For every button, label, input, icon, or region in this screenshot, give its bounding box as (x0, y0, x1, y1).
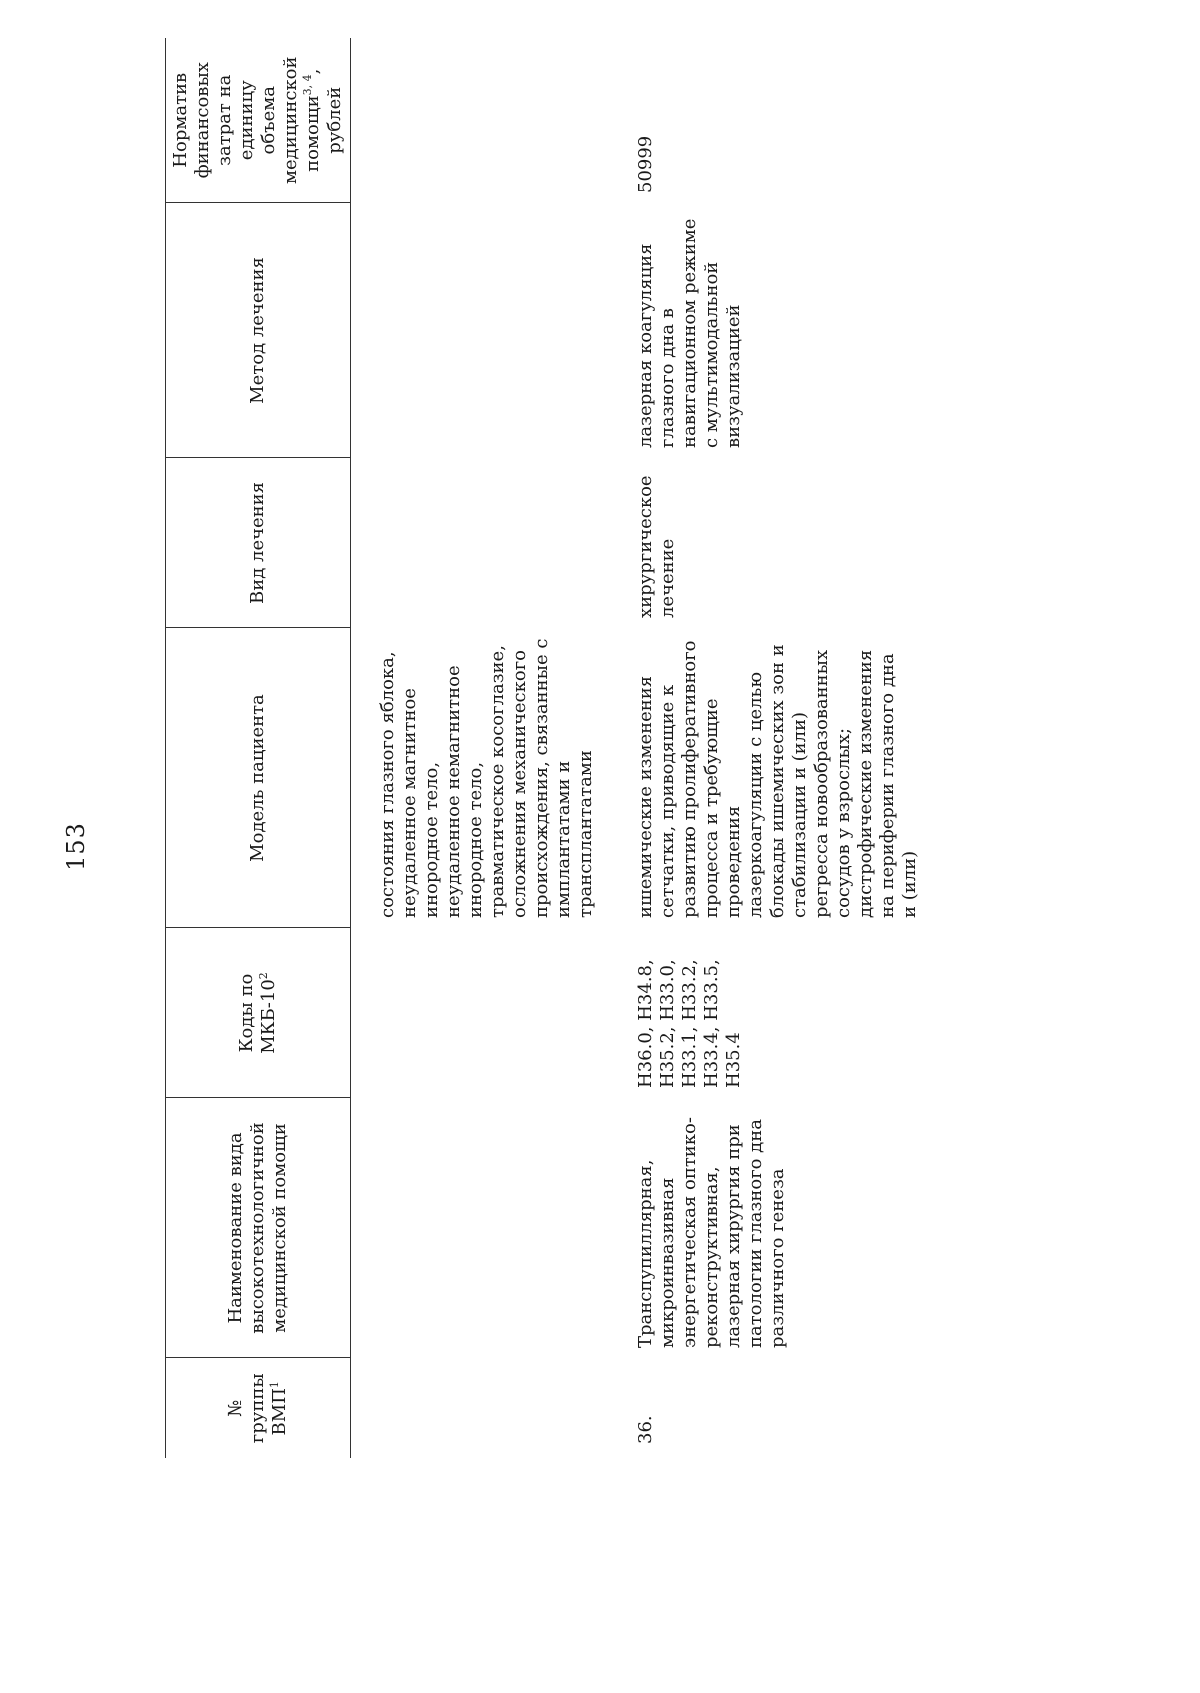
cell-treatment-method: лазерная коагуляция глазного дна в навигационном режиме с мультимодальной визуализацией (635, 218, 744, 448)
header-treatment-method: Метод лечения (166, 203, 351, 458)
vmp-table (165, 38, 925, 1458)
header-codes: Коды по МКБ-$10^2$ (166, 928, 351, 1098)
cell-group-number: 36. (635, 1415, 656, 1444)
cell-patient-model: ишемические изменения сетчатки, приводящие к развитию пролиферативного процесса и требующие проведения лазеркоагуляции с целью блокады ишемических зон и стабилизации и (или) регресса новообразованных сосудов у взрослых; дистрофические изменения на периферии глазного дна и (или) (635, 640, 920, 918)
header-patient-model: Модель пациента (166, 628, 351, 928)
header-treatment-type: Вид лечения (166, 458, 351, 628)
table-row-continuation (351, 38, 632, 1458)
header-normativ: Норматив финансовых затрат на единицу объема медицинской помощи$^{3, 4}$, рублей (166, 38, 351, 203)
cell-treatment-type: хирургическое лечение (635, 475, 678, 618)
cell-codes: H36.0, H34.8, H35.2, H33.0, H33.1, H33.2, H33.4, H33.5, H35.4 (635, 959, 744, 1088)
cell-name: Транспупиллярная, микроинвазивная энергетическая оптико-реконструктивная, лазерная хирургия при патологии глазного дна различного генеза (635, 1117, 788, 1348)
header-name: Наименование вида высокотехнологичной медицинской помощи (166, 1098, 351, 1358)
cell-patient-model: состояния глазного яблока, неудаленное магнитное инородное тело, неудаленное немагнитное инородное тело, травматическое косоглазие, осложнения механического происхождения, связанные с имплантатами и трансплантатами (377, 638, 596, 918)
cell-normativ: 50999 (635, 135, 656, 193)
page-number: 153 (62, 822, 90, 871)
table-row-36 (631, 38, 925, 1458)
table-header-row (166, 38, 351, 1458)
header-group-number: № группы ВМП$^1$ (166, 1358, 351, 1458)
